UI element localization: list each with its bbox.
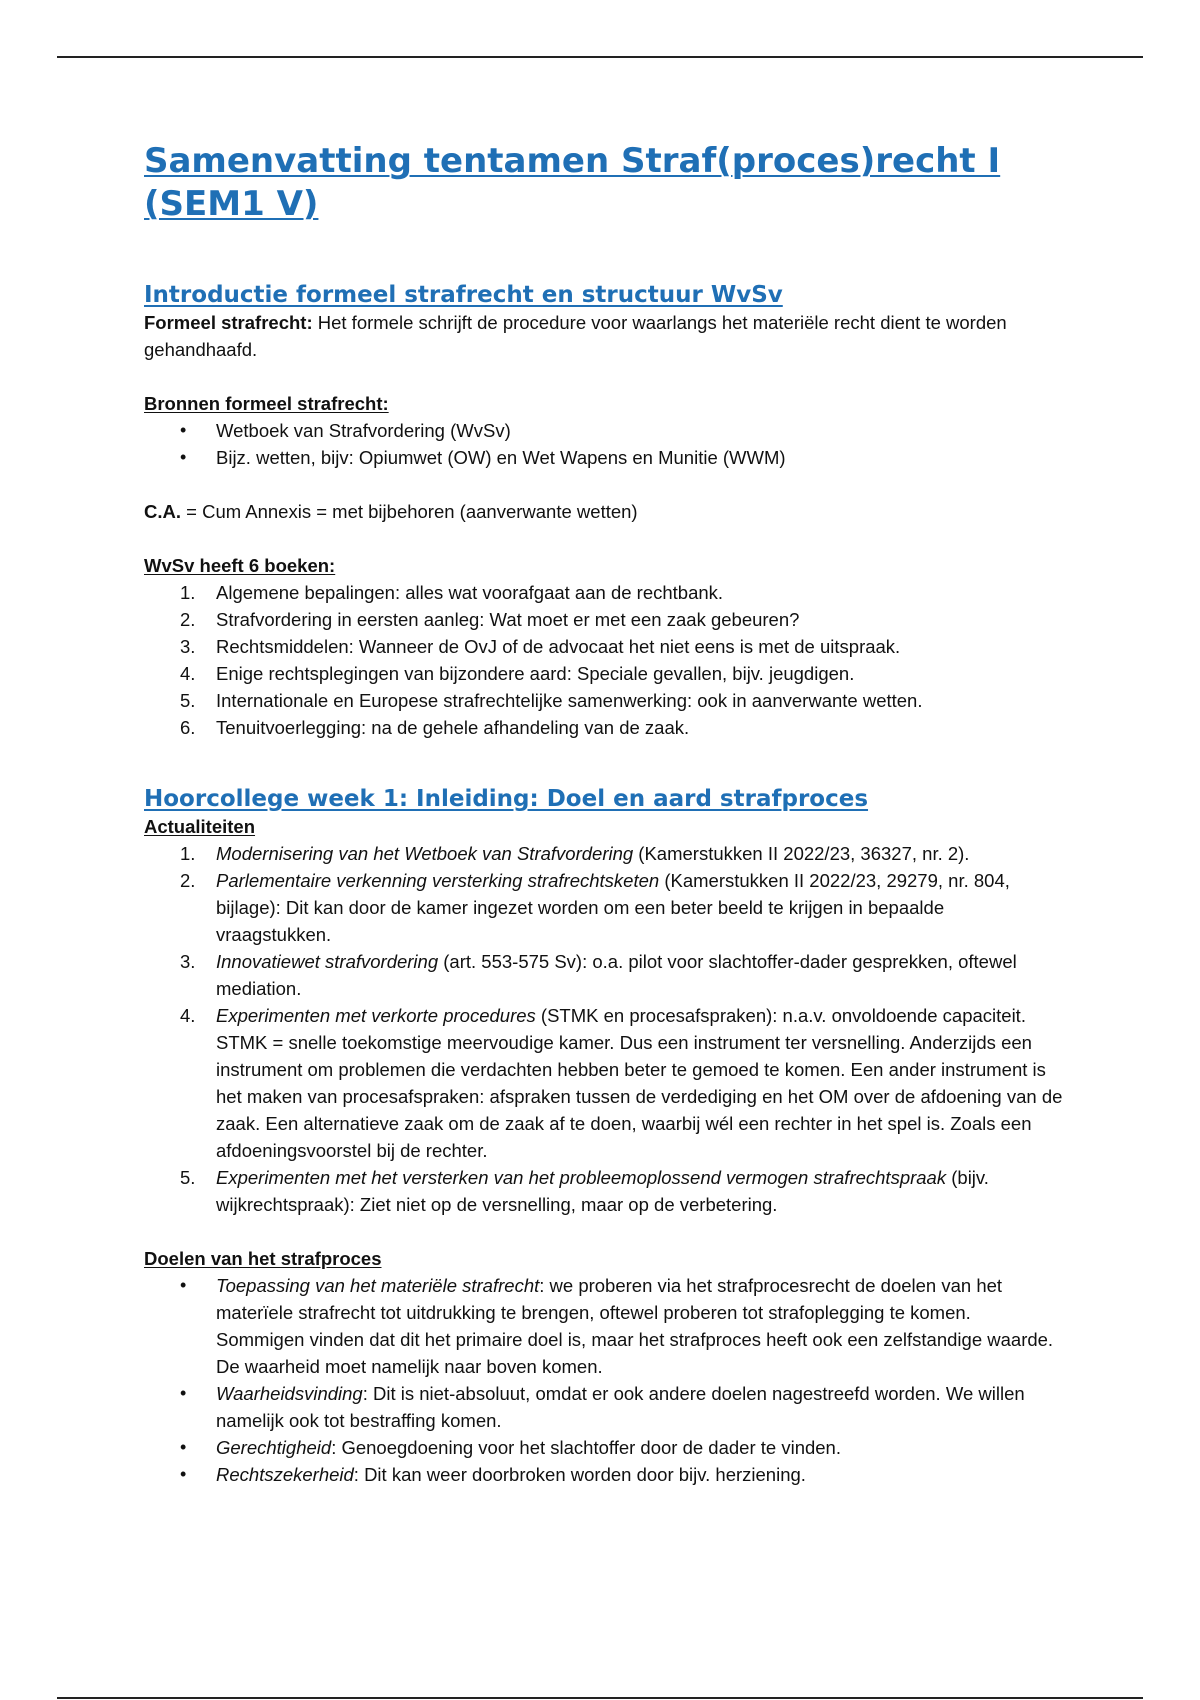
- list-item: Tenuitvoerlegging: na de gehele afhandeling van de zaak.: [216, 717, 690, 738]
- list-item: • Toepassing van het materiële strafrecht: we proberen via het strafprocesrecht de doelen van het materïele strafrecht tot uitdrukking te brengen, oftewel proberen tot strafoplegging te komen. Sommigen vinden dat dit het primaire doel is, maar het strafproces heeft ook een zelfstandige waarde. De waarheid moet namelijk naar boven komen.: [216, 1272, 1064, 1380]
- document-title: Samenvatting tentamen Straf(proces)recht I (SEM1 V): [144, 141, 1001, 224]
- list-item: Enige rechtsplegingen van bijzondere aard: Speciale gevallen, bijv. jeugdigen.: [216, 663, 855, 684]
- ca-term: C.A.: [144, 501, 181, 522]
- list-item: Parlementaire verkenning versterking strafrechtsketen (Kamerstukken II 2022/23, 29279, nr. 804, bijlage): Dit kan door de kamer ingezet worden om een beter beeld te krijgen in bepaalde vraagstukken.: [216, 870, 1010, 945]
- list-item: Experimenten met het versterken van het probleemoplossend vermogen strafrechtspraak (bijv. wijkrechtspraak): Ziet niet op de versnelling, maar op de verbetering.: [216, 1167, 989, 1215]
- list-item: Rechtsmiddelen: Wanneer de OvJ of de advocaat het niet eens is met de uitspraak.: [216, 636, 901, 657]
- doelen-list: [144, 1272, 1064, 1488]
- subheading-actualiteiten: Actualiteiten: [144, 816, 256, 837]
- section-heading-hoorcollege: Hoorcollege week 1: Inleiding: Doel en aard strafproces: [144, 786, 869, 812]
- list-item: Strafvordering in eersten aanleg: Wat moet er met een zaak gebeuren?: [216, 609, 800, 630]
- definition-term: Formeel strafrecht:: [144, 312, 313, 333]
- list-item: Algemene bepalingen: alles wat voorafgaat aan de rechtbank.: [216, 582, 724, 603]
- bronnen-list: [144, 417, 1064, 471]
- boeken-list: [144, 579, 1064, 741]
- list-item: • Gerechtigheid: Genoegdoening voor het slachtoffer door de dader te vinden.: [216, 1434, 1064, 1461]
- section-heading-intro: Introductie formeel strafrecht en structuur WvSv: [144, 282, 783, 308]
- subheading-bronnen: Bronnen formeel strafrecht:: [144, 393, 389, 414]
- list-item: Modernisering van het Wetboek van Strafvordering (Kamerstukken II 2022/23, 36327, nr. 2).: [216, 843, 970, 864]
- subheading-doelen: Doelen van het strafproces: [144, 1248, 382, 1269]
- list-item: Internationale en Europese strafrechtelijke samenwerking: ook in aanverwante wetten.: [216, 690, 923, 711]
- document-page: [144, 140, 1064, 1488]
- ca-text: = Cum Annexis = met bijbehoren (aanverwante wetten): [181, 501, 638, 522]
- subheading-boeken: WvSv heeft 6 boeken:: [144, 555, 336, 576]
- list-item: Innovatiewet strafvordering (art. 553-575 Sv): o.a. pilot voor slachtoffer-dader gesprekken, oftewel mediation.: [216, 951, 1017, 999]
- footer-rule: [57, 1697, 1143, 1699]
- list-item: • Bijz. wetten, bijv: Opiumwet (OW) en Wet Wapens en Munitie (WWM): [216, 444, 1064, 471]
- list-item: • Waarheidsvinding: Dit is niet-absoluut, omdat er ook andere doelen nagestreefd worden. We willen namelijk ook tot bestraffing komen.: [216, 1380, 1064, 1434]
- list-item: • Rechtszekerheid: Dit kan weer doorbroken worden door bijv. herziening.: [216, 1461, 1064, 1488]
- ca-definition: [144, 498, 1064, 525]
- header-rule: [57, 56, 1143, 58]
- definition-text: Het formele schrijft de procedure voor waarlangs het materiële recht dient te worden gehandhaafd.: [144, 312, 1007, 360]
- actualiteiten-list: [144, 840, 1064, 1218]
- definition-formeel-strafrecht: [144, 309, 1064, 363]
- list-item: • Wetboek van Strafvordering (WvSv): [216, 417, 1064, 444]
- list-item: Experimenten met verkorte procedures (STMK en procesafspraken): n.a.v. onvoldoende capaciteit. STMK = snelle toekomstige meervoudige kamer. Dus een instrument ter versnelling. Anderzijds een instrument om problemen die verdachten hebben beter te gemoed te komen. Een ander instrument is het maken van procesafspraken: afspraken tussen de verdediging en het OM over de afdoening van de zaak. Een alternatieve zaak om de zaak af te doen, waarbij wél een rechter in het spel is. Zoals een afdoeningsvoorstel bij de rechter.: [216, 1005, 1063, 1161]
